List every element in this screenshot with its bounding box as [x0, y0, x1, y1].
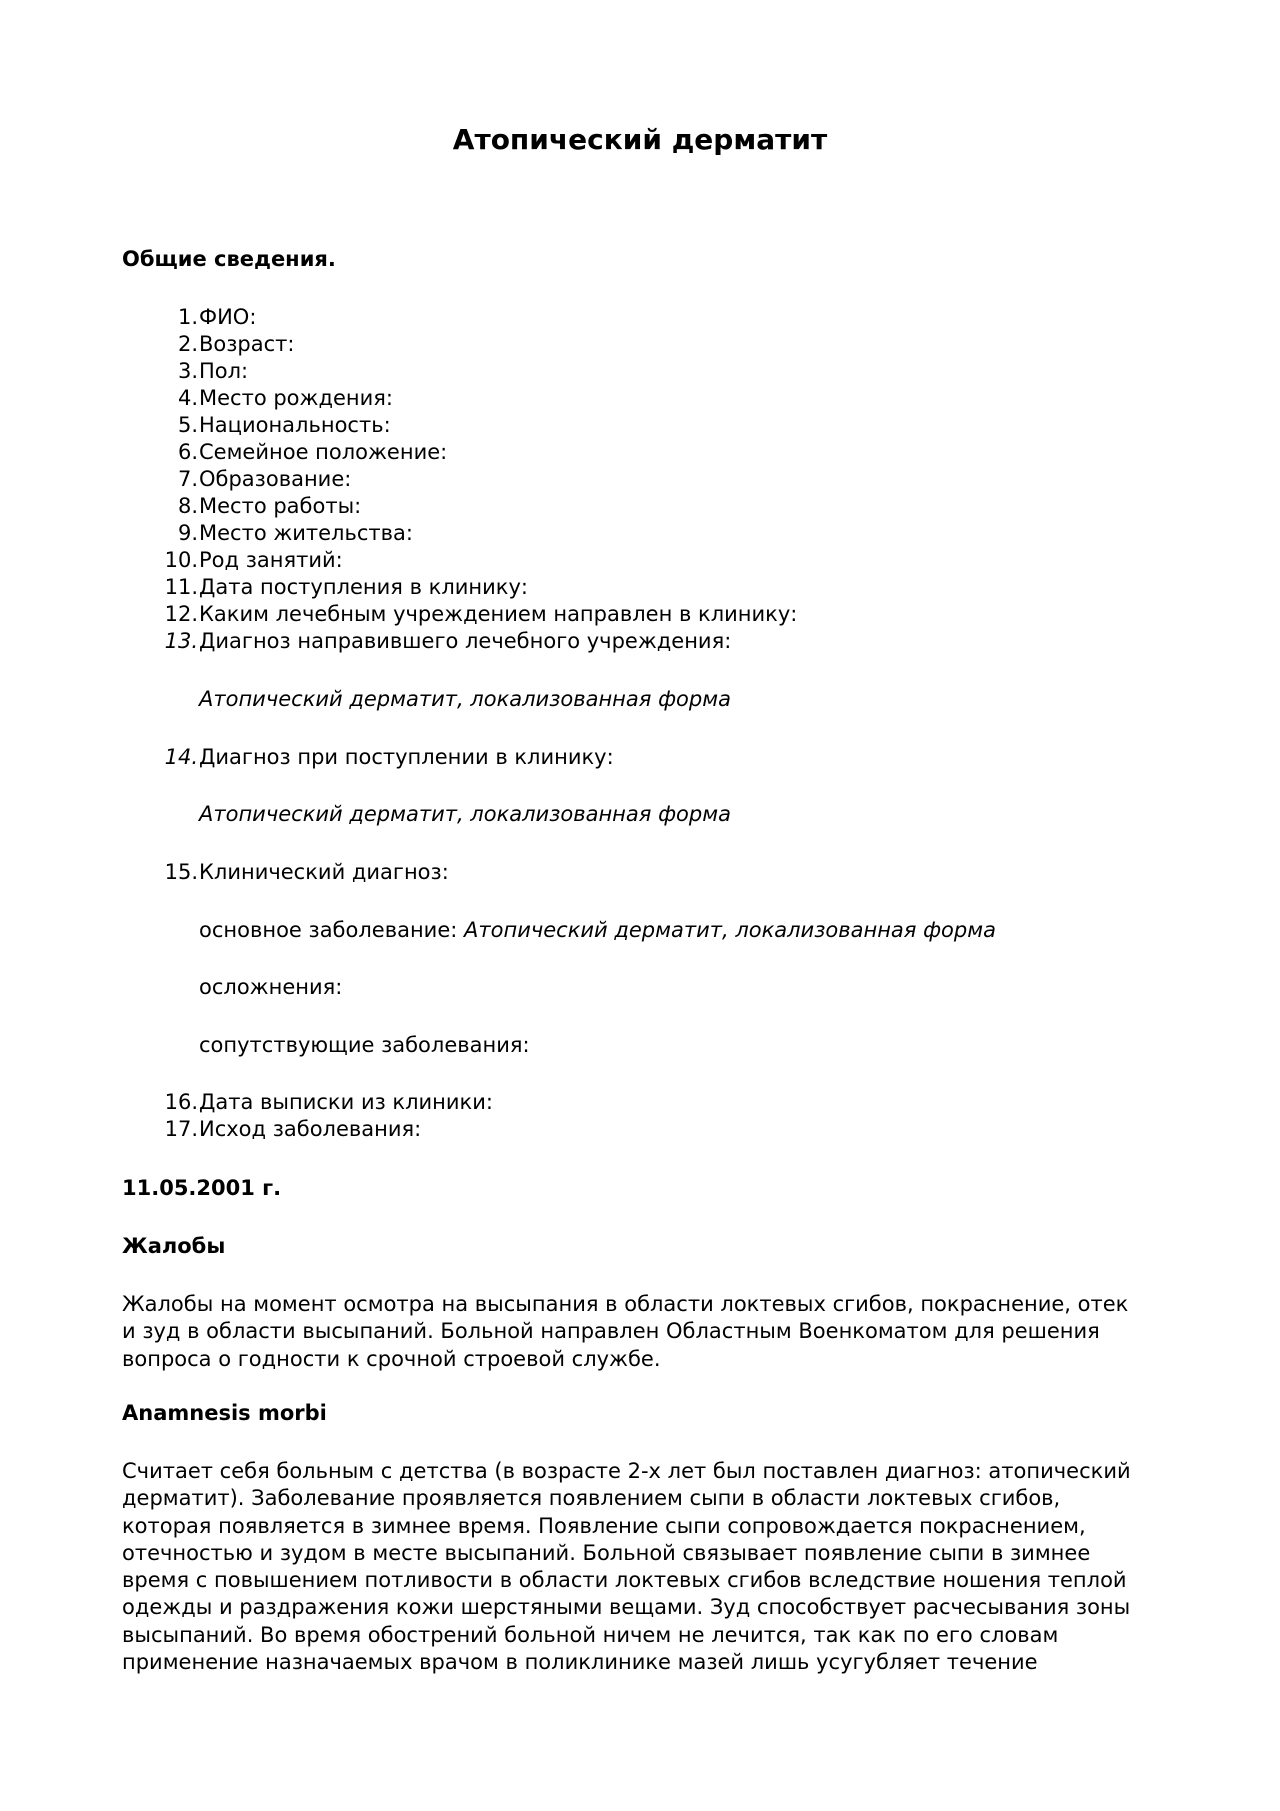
list-item-label: Пол: [199, 359, 249, 383]
list-item-label: Дата поступления в клинику: [199, 575, 528, 599]
paragraph-line: время с повышением потливости в области локтевых сгибов вследствие ношения теплой [122, 1568, 1127, 1593]
list-item-label: Диагноз при поступлении в клинику: [199, 745, 614, 769]
list-item-number: 17. [164, 1117, 198, 1141]
paragraph-line: Считает себя больным с детства (в возрасте 2-х лет был поставлен диагноз: атопический [122, 1459, 1131, 1483]
complaints-heading: Жалобы [122, 1234, 226, 1258]
complaints-paragraph [122, 1291, 1202, 1373]
list-item-label: Род занятий: [199, 548, 343, 572]
paragraph-line: которая появляется в зимнее время. Появление сыпи сопровождается покраснением, [122, 1513, 1086, 1538]
list-item-number: 3. [177, 359, 198, 383]
list-item-number: 14. [164, 745, 198, 769]
list-item-label: Клинический диагноз: [199, 860, 449, 884]
list-item-label: Место работы: [199, 494, 362, 518]
anamnesis-paragraph [122, 1458, 1202, 1676]
list-item-label: Исход заболевания: [199, 1117, 422, 1141]
list-item-number: 8. [177, 494, 198, 518]
list-item-number: 5. [177, 413, 198, 437]
list-item-number: 6. [177, 440, 198, 464]
list-item-number: 4. [177, 386, 198, 410]
document-title: Атопический дерматит [452, 123, 828, 156]
list-item-label: ФИО: [199, 305, 257, 329]
list-item-label: Диагноз направившего лечебного учреждения: [199, 629, 732, 653]
list-item-number: 11. [164, 575, 198, 599]
list-item-label: Место жительства: [199, 521, 413, 545]
list-item-number: 2. [177, 332, 198, 356]
paragraph-line: вопроса о годности к срочной строевой службе. [122, 1346, 661, 1371]
list-item-label: Возраст: [199, 332, 295, 356]
paragraph-line: Жалобы на момент осмотра на высыпания в области локтевых сгибов, покраснение, отек [122, 1292, 1129, 1316]
list-item-label: Семейное положение: [199, 440, 448, 464]
list-item-label: Место рождения: [199, 386, 393, 410]
list-item-number: 9. [177, 521, 198, 545]
paragraph-line: применение назначаемых врачом в поликлинике мазей лишь усугубляет течение [122, 1650, 1038, 1675]
main-disease-line [199, 917, 996, 944]
paragraph-line: отечностью и зудом в месте высыпаний. Больной связывает появление сыпи в зимнее [122, 1540, 1091, 1565]
main-disease-value: Атопический дерматит, локализованная форма [464, 918, 996, 942]
paragraph-line: высыпаний. Во время обострений больной ничем не лечится, так как по его словам [122, 1622, 1059, 1647]
list-item-number: 1. [177, 305, 198, 329]
referral-diagnosis-value: Атопический дерматит, локализованная форма [199, 687, 731, 711]
paragraph-line: дерматит). Заболевание проявляется появлением сыпи в области локтевых сгибов, [122, 1486, 1061, 1511]
list-item-label: Дата выписки из клиники: [199, 1090, 493, 1114]
list-item-number: 13. [164, 629, 198, 653]
list-item-number: 15. [164, 860, 198, 884]
exam-date: 11.05.2001 г. [122, 1176, 282, 1200]
list-item-label: Образование: [199, 467, 352, 491]
paragraph-line: и зуд в области высыпаний. Больной направлен Областным Военкоматом для решения [122, 1319, 1100, 1344]
main-disease-label: основное заболевание: [199, 918, 458, 942]
list-item-label: Каким лечебным учреждением направлен в клинику: [199, 602, 798, 626]
complications-label: осложнения: [199, 975, 343, 999]
list-item-number: 7. [177, 467, 198, 491]
paragraph-line: одежды и раздражения кожи шерстяными вещами. Зуд способствует расчесывания зоны [122, 1595, 1131, 1620]
list-item-label: Национальность: [199, 413, 391, 437]
list-item-number: 10. [164, 548, 198, 572]
anamnesis-heading: Anamnesis morbi [122, 1401, 327, 1425]
list-item-number: 16. [164, 1090, 198, 1114]
list-item-number: 12. [164, 602, 198, 626]
concomitant-label: сопутствующие заболевания: [199, 1033, 530, 1057]
admission-diagnosis-value: Атопический дерматит, локализованная форма [199, 802, 731, 826]
general-info-heading: Общие сведения. [122, 247, 336, 271]
